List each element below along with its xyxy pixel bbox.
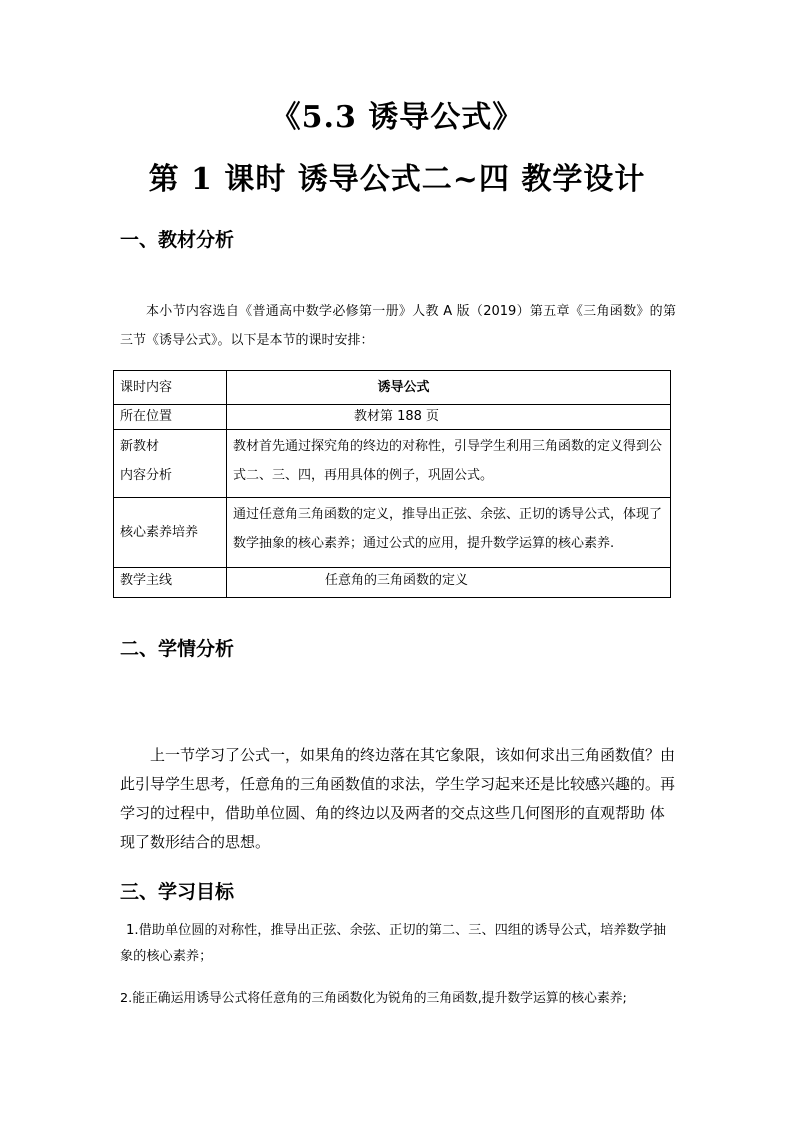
table-row (114, 568, 671, 598)
table-value-cell: 教材首先通过探究角的终边的对称性，引导学生利用三角函数的定义得到公式二、三、四，再用具体的例子，巩固公式。 (227, 430, 671, 498)
table-value-cell: 任意角的三角函数的定义 (227, 568, 671, 598)
document-title: 《5.3 诱导公式》 (270, 100, 524, 135)
textbook-analysis-paragraph: 本小节内容选自《普通高中数学必修第一册》人教 A 版（2019）第五章《三角函数》的第三节《诱导公式》。以下是本节的课时安排： (120, 304, 676, 348)
table-label-cell: 新教材 内容分析 (114, 430, 227, 498)
table-row (114, 498, 671, 568)
section-heading-textbook-analysis: 一、教材分析 (120, 229, 235, 251)
section-heading-learning-goals: 三、学习目标 (120, 881, 235, 903)
table-value-cell: 诱导公式 (227, 371, 671, 405)
learning-goal-2: 2.能正确运用诱导公式将任意角的三角函数化为锐角的三角函数,提升数学运算的核心素养; (120, 991, 627, 1006)
section-heading-student-analysis: 二、学情分析 (120, 638, 235, 660)
lesson-arrangement-table (113, 370, 671, 598)
learning-goal-1: 1.借助单位圆的对称性，推导出正弦、余弦、正切的第二、三、四组的诱导公式，培养数学抽象的核心素养； (120, 923, 667, 964)
table-label-cell: 所在位置 (114, 405, 227, 430)
table-row (114, 405, 671, 430)
table-row (114, 430, 671, 498)
table-value-cell: 通过任意角三角函数的定义，推导出正弦、余弦、正切的诱导公式，体现了数学抽象的核心素养；通过公式的应用，提升数学运算的核心素养. (227, 498, 671, 568)
document-subtitle: 第 1 课时 诱导公式二~四 教学设计 (148, 162, 646, 197)
student-analysis-paragraph: 上一节学习了公式一，如果角的终边落在其它象限，该如何求出三角函数值？由此引导学生思考，任意角的三角函数值的求法，学生学习起来还是比较感兴趣的。再学习的过程中，借助单位圆、角的终边以及两者的交点这些几何图形的直观帮助 体现了数形结合的思想。 (120, 746, 676, 851)
table-label-cell: 教学主线 (114, 568, 227, 598)
table-value-cell: 教材第 188 页 (227, 405, 671, 430)
table-label-cell: 核心素养培养 (114, 498, 227, 568)
table-label-cell: 课时内容 (114, 371, 227, 405)
table-row (114, 371, 671, 405)
